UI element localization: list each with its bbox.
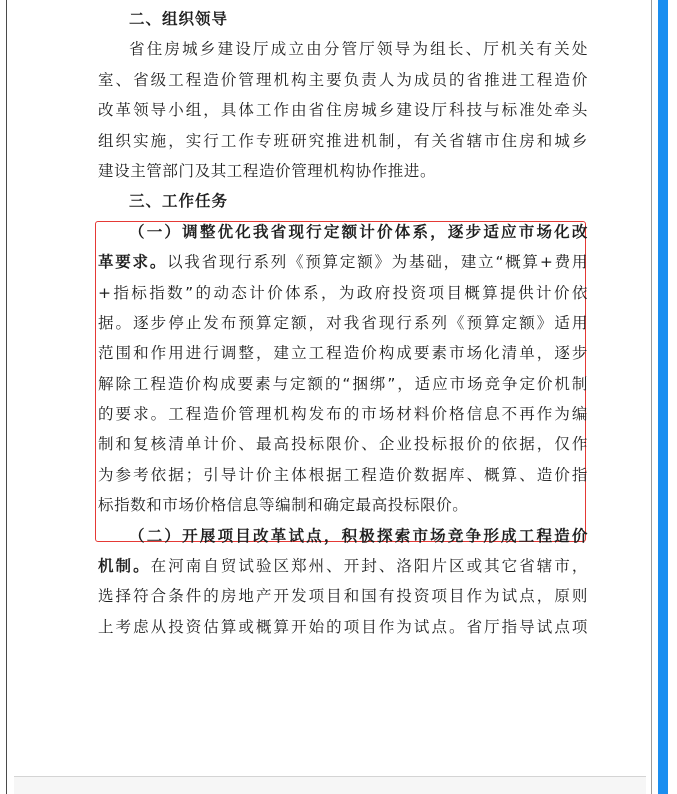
paragraph-line: 改革领导小组，具体工作由省住房城乡建设厅科技与标准处牵头: [98, 101, 588, 120]
paragraph-line: 省住房城乡建设厅成立由分管厅领导为组长、厅机关有关处: [129, 40, 588, 59]
page-footer-area: [14, 777, 646, 794]
paragraph-line: 为参考依据；引导计价主体根据工程造价数据库、概算、造价指: [98, 465, 588, 484]
paragraph-line: 的要求。工程造价管理机构发布的市场材料价格信息不再作为编: [98, 405, 588, 424]
task-2-text: 在河南自贸试验区郑州、开封、洛阳片区或其它省辖市，: [150, 557, 588, 576]
task-2-title-end: 机制。: [98, 557, 151, 576]
paragraph-line: 建设主管部门及其工程造价管理机构协作推进。: [98, 161, 437, 180]
paragraph-line: 选择符合条件的房地产开发项目和国有投资项目作为试点，原则: [98, 587, 588, 606]
document-body: [98, 4, 588, 642]
paragraph-line: 上考虑从投资估算或概算开始的项目作为试点。省厅指导试点项: [98, 617, 588, 636]
task-1-text: 以我省现行系列《预算定额》为基础，建立“概算+费用: [167, 253, 588, 272]
paragraph-line: 标指数和市场价格信息等编制和确定最高投标限价。: [98, 496, 469, 515]
vertical-scrollbar[interactable]: [658, 0, 668, 794]
left-border: [6, 0, 7, 794]
task-1-title: （一）调整优化我省现行定额计价体系，逐步适应市场化改: [129, 222, 588, 241]
task-2-line: [98, 551, 588, 581]
paragraph-line: 解除工程造价构成要素与定额的“捆绑”，适应市场竞争定价机制: [98, 374, 588, 393]
paragraph-line: 组织实施，实行工作专班研究推进机制，有关省辖市住房和城乡: [98, 131, 588, 150]
section-heading-organization: 二、组织领导: [129, 10, 229, 28]
paragraph-line: +指标指数”的动态计价体系，为政府投资项目概算提供计价依: [98, 283, 588, 302]
paragraph-line: 据。逐步停止发布预算定额，对我省现行系列《预算定额》适用: [98, 313, 588, 332]
paragraph-line: 室、省级工程造价管理机构主要负责人为成员的省推进工程造价: [98, 70, 588, 89]
paragraph-line: 制和复核清单计价、最高投标限价、企业投标报价的依据，仅作: [98, 435, 588, 454]
section-heading-tasks: 三、工作任务: [129, 192, 229, 211]
task-1-line: [98, 247, 588, 277]
paragraph-line: 范围和作用进行调整，建立工程造价构成要素市场化清单，逐步: [98, 344, 588, 363]
right-border: [651, 0, 652, 794]
task-2-title: （二）开展项目改革试点，积极探索市场竞争形成工程造价: [129, 526, 588, 545]
task-1-title-end: 革要求。: [98, 253, 168, 272]
